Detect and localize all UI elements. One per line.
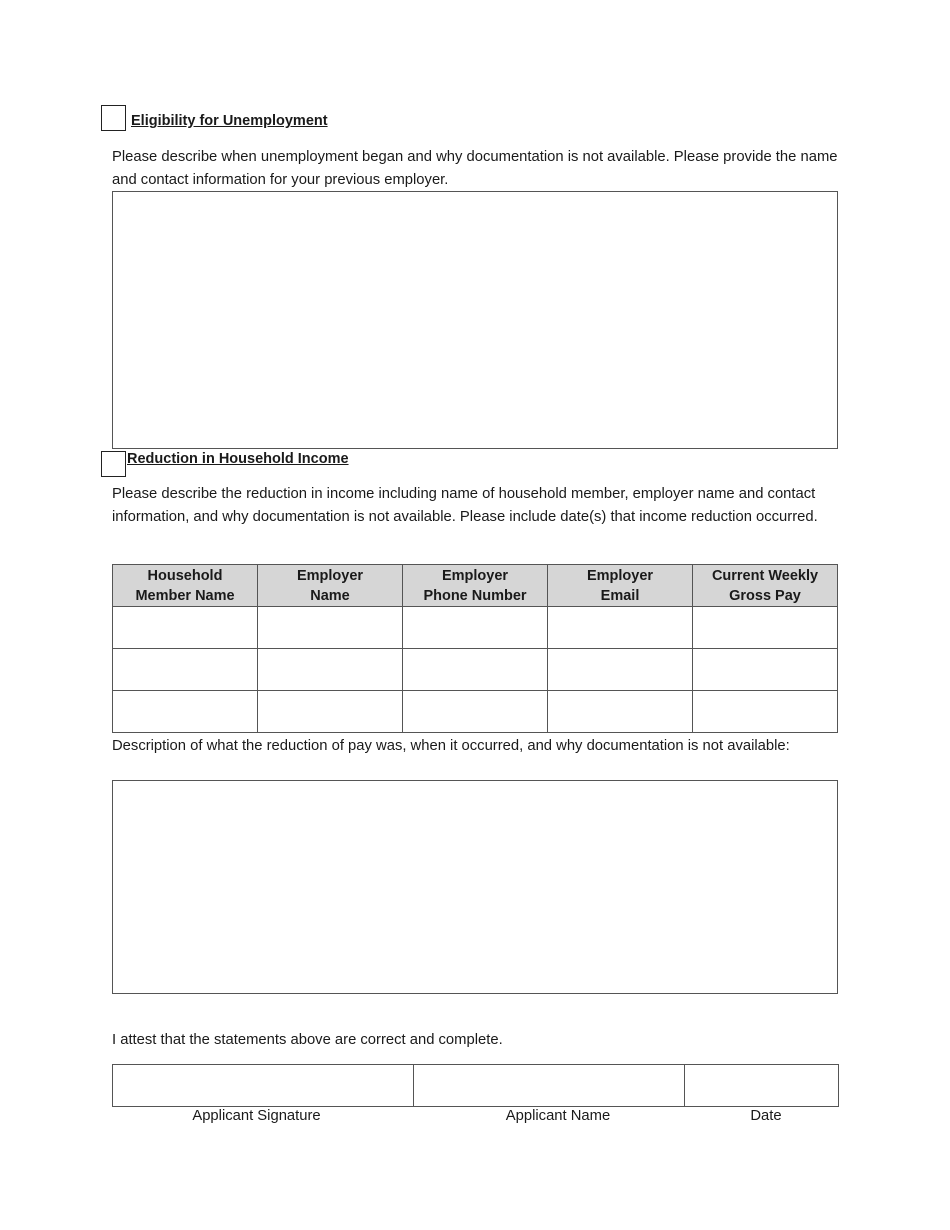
applicant-signature-label: Applicant Signature [192,1108,321,1124]
income-reduction-instructions: Please describe the reduction in income including name of household member, employer name and contact information, and why documentation is not available. Please include date(s) that income reduction occurred. [112,486,818,525]
applicant-name-field[interactable] [414,1065,684,1106]
employer-email-input[interactable] [548,691,692,732]
income-reduction-section-title: Reduction in Household Income [127,451,349,467]
date-label: Date [750,1108,782,1124]
unemployment-checkbox[interactable] [101,105,126,131]
signature-table [112,1064,839,1107]
table-row [113,649,838,691]
employer-name-input[interactable] [258,649,402,690]
table-row [113,607,838,649]
household-member-name-input[interactable] [113,649,257,690]
applicant-name-label: Applicant Name [505,1108,611,1124]
unemployment-section-title: Eligibility for Unemployment [131,113,328,129]
table-row [113,691,838,733]
employer-phone-input[interactable] [403,607,547,648]
household-member-name-input[interactable] [113,691,257,732]
employer-phone-input[interactable] [403,691,547,732]
unemployment-explanation-field[interactable] [112,191,838,449]
header-employer-phone-number: Employer Phone Number [403,565,548,607]
income-table-header-row [113,565,838,607]
header-current-weekly-gross-pay: Current Weekly Gross Pay [693,565,838,607]
income-reduction-table [112,564,838,733]
weekly-gross-pay-input[interactable] [693,649,837,690]
attestation-statement: I attest that the statements above are correct and complete. [112,1032,503,1048]
header-employer-name: Employer Name [258,565,403,607]
employer-phone-input[interactable] [403,649,547,690]
header-household-member-name: Household Member Name [113,565,258,607]
employer-name-input[interactable] [258,607,402,648]
reduction-description-label: Description of what the reduction of pay was, when it occurred, and why documentation is not available: [112,738,790,754]
household-member-name-input[interactable] [113,607,257,648]
income-reduction-checkbox[interactable] [101,451,126,477]
header-employer-email: Employer Email [548,565,693,607]
reduction-description-field[interactable] [112,780,838,994]
employer-email-input[interactable] [548,607,692,648]
employer-name-input[interactable] [258,691,402,732]
unemployment-instructions: Please describe when unemployment began and why documentation is not available. Please provide the name and contact information for your previous employer. [112,149,838,188]
weekly-gross-pay-input[interactable] [693,691,837,732]
signature-row [113,1065,839,1107]
applicant-signature-field[interactable] [113,1065,413,1106]
date-field[interactable] [685,1065,838,1106]
employer-email-input[interactable] [548,649,692,690]
weekly-gross-pay-input[interactable] [693,607,837,648]
